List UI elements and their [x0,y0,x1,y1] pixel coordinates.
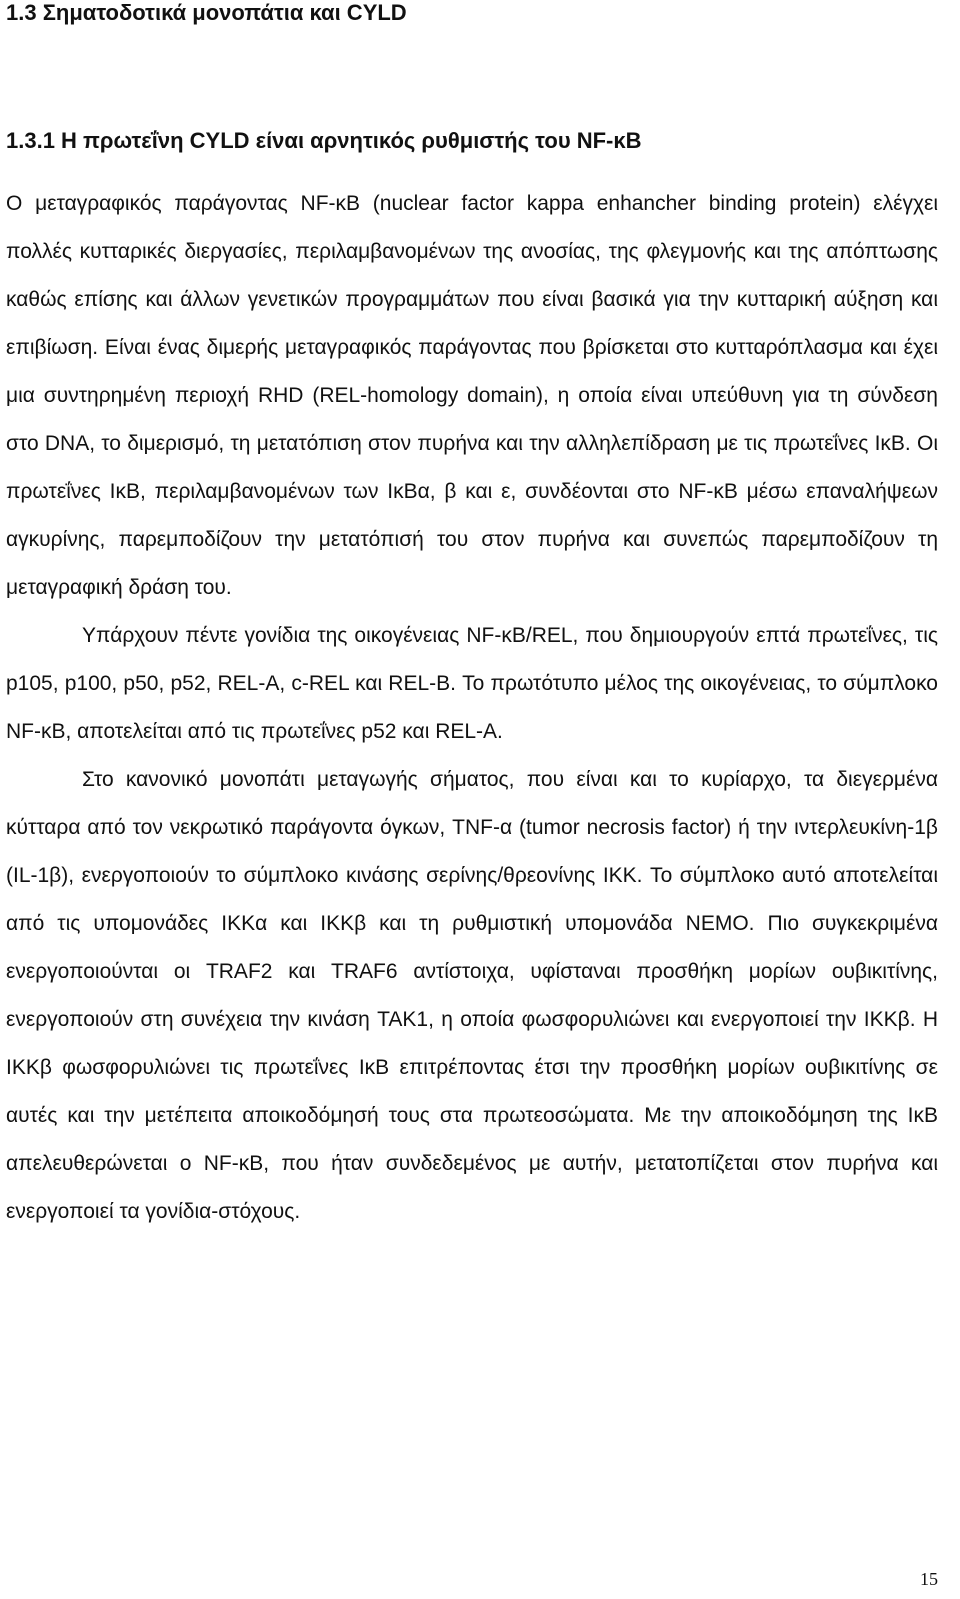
subsection-title: 1.3.1 Η πρωτεΐνη CYLD είναι αρνητικός ρυθμιστής του NF-κB [6,128,642,153]
body-text [6,180,938,1236]
page-number: 15 [920,1569,938,1589]
paragraph-nfkb-intro: Ο μεταγραφικός παράγοντας NF-κB (nuclear factor kappa enhancher binding protein) ελέγχει πολλές κυτταρικές διεργασίες, περιλαμβανομένων της ανοσίας, της φλεγμονής και της απόπτωσης καθώς επίσης και άλλων γενετικών προγραμμάτων που είναι βασικά για την κυτταρική αύξηση και επιβίωση. Είναι ένας διμερής μεταγραφικός παράγοντας που βρίσκεται στο κυτταρόπλασμα και έχει μια συντηρημένη περιοχή RHD (REL-homology domain), η οποία είναι υπεύθυνη για τη σύνδεση στο DNA, το διμερισμό, τη μετατόπιση στον πυρήνα και την αλληλεπίδραση με τις πρωτεΐνες IκB. Οι πρωτεΐνες IκB, περιλαμβανομένων των IκBα, β και ε, συνδέονται στο NF-κB μέσω επαναλήψεων αγκυρίνης, παρεμποδίζουν την μετατόπισή του στον πυρήνα και συνεπώς παρεμποδίζουν τη μεταγραφική δράση του. [6,192,938,599]
paragraph-nfkb-family: Υπάρχουν πέντε γονίδια της οικογένειας NF-κB/REL, που δημιουργούν επτά πρωτεΐνες, τις p105, p100, p50, p52, REL-A, c-REL και REL-B. Το πρωτότυπο μέλος της οικογένειας, το σύμπλοκο NF-κB, αποτελείται από τις πρωτεΐνες p52 και REL-A. [6,624,938,743]
paragraph-canonical-pathway: Στο κανονικό μονοπάτι μεταγωγής σήματος, που είναι και το κυρίαρχο, τα διεγερμένα κύτταρα από τον νεκρωτικό παράγοντα όγκων, TNF-α (tumor necrosis factor) ή την ιντερλευκίνη-1β (IL-1β), ενεργοποιούν το σύμπλοκο κινάσης σερίνης/θρεονίνης IKK. Το σύμπλοκο αυτό αποτελείται από τις υπομονάδες IKKα και IKKβ και τη ρυθμιστική υπομονάδα NEMO. Πιο συγκεκριμένα ενεργοποιούνται οι TRAF2 και TRAF6 αντίστοιχα, υφίσταναι προσθήκη μορίων ουβικιτίνης, ενεργοποιούν στη συνέχεια την κινάση TAK1, η οποία φωσφορυλιώνει και ενεργοποιεί την IKKβ. Η IKKβ φωσφορυλιώνει τις πρωτεΐνες IκB επιτρέποντας έτσι την προσθήκη μορίων ουβικιτίνης σε αυτές και την μετέπειτα αποικοδόμησή τους στα πρωτεοσώματα. Με την αποικοδόμηση της IκB απελευθερώνεται ο NF-κB, που ήταν συνδεδεμένος με αυτήν, μετατοπίζεται στον πυρήνα και ενεργοποιεί τα γονίδια-στόχους. [6,768,939,1223]
section-title: 1.3 Σηματοδοτικά μονοπάτια και CYLD [6,0,407,25]
